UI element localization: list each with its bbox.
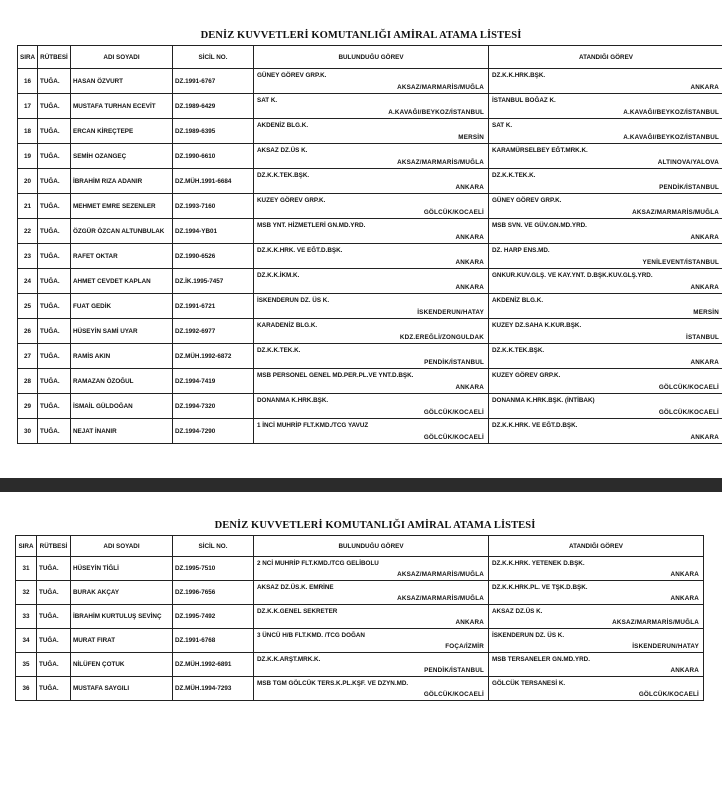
current-unit: AKSAZ DZ.ÜS K. bbox=[257, 147, 308, 154]
cell-atandigi-gorev bbox=[489, 94, 722, 119]
col-header-sicil-no: SİCİL NO. bbox=[173, 536, 254, 557]
table-header-row bbox=[18, 46, 722, 69]
col-header-rutbe: RÜTBESİ bbox=[37, 536, 71, 557]
new-unit: DONANMA K.HRK.BŞK. (İNTİBAK) bbox=[492, 397, 595, 404]
cell-bulundugu-gorev bbox=[254, 653, 489, 677]
cell-adi-soyadi: RAFET OKTAR bbox=[71, 244, 173, 269]
current-location: ANKARA bbox=[455, 234, 484, 241]
assignment-table bbox=[15, 535, 704, 701]
cell-sicil-no: DZ.1993-7160 bbox=[173, 194, 254, 219]
current-unit: DZ.K.K.TEK.BŞK. bbox=[257, 172, 310, 179]
table-row bbox=[18, 344, 722, 369]
cell-rutbe: TUĞA. bbox=[38, 369, 71, 394]
current-unit: GÜNEY GÖREV GRP.K. bbox=[257, 72, 327, 79]
table-row bbox=[18, 394, 722, 419]
new-unit: DZ.K.K.HRK. YETENEK D.BŞK. bbox=[492, 560, 585, 567]
cell-sicil-no: DZ.1990-6526 bbox=[173, 244, 254, 269]
cell-rutbe: TUĞA. bbox=[37, 629, 71, 653]
cell-bulundugu-gorev bbox=[254, 344, 489, 369]
cell-rutbe: TUĞA. bbox=[38, 319, 71, 344]
current-unit: AKDENİZ BLG.K. bbox=[257, 122, 309, 129]
cell-sicil-no: DZ.MÜH.1992-6891 bbox=[173, 653, 254, 677]
cell-adi-soyadi: SEMİH OZANGEÇ bbox=[71, 144, 173, 169]
current-location: AKSAZ/MARMARİS/MUĞLA bbox=[397, 84, 484, 91]
current-unit: DZ.K.K.HRK. VE EĞT.D.BŞK. bbox=[257, 247, 343, 254]
cell-adi-soyadi: MUSTAFA TURHAN ECEVİT bbox=[71, 94, 173, 119]
cell-atandigi-gorev bbox=[489, 269, 722, 294]
current-unit: DZ.K.K.ARŞT.MRK.K. bbox=[257, 656, 321, 663]
table-row bbox=[18, 94, 722, 119]
cell-atandigi-gorev bbox=[489, 605, 704, 629]
cell-rutbe: TUĞA. bbox=[37, 581, 71, 605]
cell-adi-soyadi: HÜSEYİN TİĞLİ bbox=[71, 557, 173, 581]
cell-adi-soyadi: HASAN ÖZVURT bbox=[71, 69, 173, 94]
col-header-rutbe: RÜTBESİ bbox=[38, 46, 71, 69]
cell-bulundugu-gorev bbox=[254, 144, 489, 169]
cell-sira: 35 bbox=[16, 653, 37, 677]
new-location: GÖLCÜK/KOCAELİ bbox=[658, 384, 719, 391]
cell-atandigi-gorev bbox=[489, 144, 722, 169]
current-location: AKSAZ/MARMARİS/MUĞLA bbox=[397, 159, 484, 166]
cell-rutbe: TUĞA. bbox=[38, 344, 71, 369]
new-unit: GÜNEY GÖREV GRP.K. bbox=[492, 197, 562, 204]
cell-sicil-no: DZ.1991-6768 bbox=[173, 629, 254, 653]
new-location: YENİLEVENT/İSTANBUL bbox=[642, 259, 719, 266]
cell-bulundugu-gorev bbox=[254, 69, 489, 94]
cell-sira: 28 bbox=[18, 369, 38, 394]
new-location: ANKARA bbox=[670, 667, 699, 674]
cell-adi-soyadi: NEJAT İNANIR bbox=[71, 419, 173, 444]
table-row bbox=[18, 69, 722, 94]
current-location: A.KAVAĞI/BEYKOZ/İSTANBUL bbox=[388, 109, 484, 116]
new-location: ANKARA bbox=[690, 434, 719, 441]
table-row bbox=[18, 319, 722, 344]
current-location: ANKARA bbox=[455, 384, 484, 391]
new-unit: DZ. HARP ENS.MD. bbox=[492, 247, 550, 254]
new-location: ALTINOVA/YALOVA bbox=[657, 159, 719, 166]
cell-sicil-no: DZ.1994-YB01 bbox=[173, 219, 254, 244]
cell-atandigi-gorev bbox=[489, 394, 722, 419]
cell-atandigi-gorev bbox=[489, 677, 704, 701]
cell-rutbe: TUĞA. bbox=[38, 169, 71, 194]
table-row bbox=[16, 581, 704, 605]
cell-rutbe: TUĞA. bbox=[38, 194, 71, 219]
table-row bbox=[18, 269, 722, 294]
cell-sira: 25 bbox=[18, 294, 38, 319]
table-row bbox=[18, 144, 722, 169]
cell-bulundugu-gorev bbox=[254, 629, 489, 653]
table-row bbox=[18, 369, 722, 394]
new-unit: DZ.K.K.HRK.BŞK. bbox=[492, 72, 546, 79]
new-unit: AKDENİZ BLG.K. bbox=[492, 297, 544, 304]
cell-rutbe: TUĞA. bbox=[38, 419, 71, 444]
new-location: ANKARA bbox=[670, 571, 699, 578]
cell-sicil-no: DZ.1996-7656 bbox=[173, 581, 254, 605]
new-location: A.KAVAĞI/BEYKOZ/İSTANBUL bbox=[623, 109, 719, 116]
new-location: GÖLCÜK/KOCAELİ bbox=[638, 691, 699, 698]
col-header-adi-soyadi: ADI SOYADI bbox=[71, 46, 173, 69]
cell-atandigi-gorev bbox=[489, 69, 722, 94]
current-unit: MSB TGM GÖLCÜK TERS.K.PL.KŞF. VE DZYN.MD. bbox=[257, 680, 409, 687]
new-unit: İSKENDERUN DZ. ÜS K. bbox=[492, 632, 565, 639]
cell-bulundugu-gorev bbox=[254, 581, 489, 605]
col-header-sira: SIRA bbox=[18, 46, 38, 69]
cell-sira: 30 bbox=[18, 419, 38, 444]
new-unit: DZ.K.K.HRK. VE EĞT.D.BŞK. bbox=[492, 422, 578, 429]
cell-rutbe: TUĞA. bbox=[38, 69, 71, 94]
cell-atandigi-gorev bbox=[489, 369, 722, 394]
new-location: İSKENDERUN/HATAY bbox=[632, 643, 699, 650]
table-row bbox=[18, 244, 722, 269]
table-row bbox=[16, 557, 704, 581]
new-location: PENDİK/İSTANBUL bbox=[659, 184, 719, 191]
cell-rutbe: TUĞA. bbox=[37, 557, 71, 581]
cell-sira: 16 bbox=[18, 69, 38, 94]
cell-sira: 36 bbox=[16, 677, 37, 701]
cell-rutbe: TUĞA. bbox=[38, 394, 71, 419]
cell-adi-soyadi: MUSTAFA SAYGILI bbox=[71, 677, 173, 701]
new-location: MERSİN bbox=[693, 309, 719, 316]
cell-bulundugu-gorev bbox=[254, 194, 489, 219]
cell-sicil-no: DZ.1995-7492 bbox=[173, 605, 254, 629]
cell-sira: 27 bbox=[18, 344, 38, 369]
cell-sira: 34 bbox=[16, 629, 37, 653]
current-location: KDZ.EREĞLİ/ZONGULDAK bbox=[399, 334, 484, 341]
table-row bbox=[16, 629, 704, 653]
current-location: GÖLCÜK/KOCAELİ bbox=[423, 434, 484, 441]
current-unit: DZ.K.K.İKM.K. bbox=[257, 272, 300, 279]
cell-sicil-no: DZ.1994-7419 bbox=[173, 369, 254, 394]
cell-bulundugu-gorev bbox=[254, 269, 489, 294]
new-unit: DZ.K.K.TEK.BŞK. bbox=[492, 347, 545, 354]
col-header-atandigi-gorev: ATANDIĞI GÖREV bbox=[489, 536, 704, 557]
cell-bulundugu-gorev bbox=[254, 394, 489, 419]
cell-adi-soyadi: İBRAHİM KURTULUŞ SEVİNÇ bbox=[71, 605, 173, 629]
current-location: AKSAZ/MARMARİS/MUĞLA bbox=[397, 571, 484, 578]
cell-atandigi-gorev bbox=[489, 194, 722, 219]
table-row bbox=[18, 119, 722, 144]
cell-bulundugu-gorev bbox=[254, 319, 489, 344]
cell-adi-soyadi: NİLÜFEN ÇOTUK bbox=[71, 653, 173, 677]
current-location: ANKARA bbox=[455, 184, 484, 191]
page-title: DENİZ KUVVETLERİ KOMUTANLIĞI AMİRAL ATAMA LİSTESİ bbox=[214, 520, 536, 531]
cell-rutbe: TUĞA. bbox=[37, 653, 71, 677]
new-unit: GNKUR.KUV.GLŞ. VE KAY.YNT. D.BŞK.KUV.GLŞ.YRD. bbox=[492, 272, 653, 279]
page-separator bbox=[0, 478, 722, 492]
new-location: AKSAZ/MARMARİS/MUĞLA bbox=[632, 209, 719, 216]
cell-rutbe: TUĞA. bbox=[38, 144, 71, 169]
current-unit: İSKENDERUN DZ. ÜS K. bbox=[257, 297, 330, 304]
cell-atandigi-gorev bbox=[489, 629, 704, 653]
new-location: ANKARA bbox=[690, 359, 719, 366]
col-header-sicil-no: SİCİL NO. bbox=[173, 46, 254, 69]
cell-atandigi-gorev bbox=[489, 581, 704, 605]
cell-adi-soyadi: İSMAİL GÜLDOĞAN bbox=[71, 394, 173, 419]
cell-rutbe: TUĞA. bbox=[38, 294, 71, 319]
assignment-table bbox=[17, 45, 722, 444]
cell-adi-soyadi: ÖZGÜR ÖZCAN ALTUNBULAK bbox=[71, 219, 173, 244]
cell-atandigi-gorev bbox=[489, 653, 704, 677]
current-location: GÖLCÜK/KOCAELİ bbox=[423, 409, 484, 416]
current-unit: 2 NCİ MUHRİP FLT.KMD./TCG GELİBOLU bbox=[257, 560, 379, 567]
cell-atandigi-gorev bbox=[489, 419, 722, 444]
new-unit: GÖLCÜK TERSANESİ K. bbox=[492, 680, 566, 687]
cell-adi-soyadi: İBRAHİM RIZA ADANIR bbox=[71, 169, 173, 194]
current-unit: DZ.K.K.TEK.K. bbox=[257, 347, 301, 354]
current-unit: DZ.K.K.GENEL SEKRETER bbox=[257, 608, 338, 615]
cell-sira: 32 bbox=[16, 581, 37, 605]
current-location: ANKARA bbox=[455, 619, 484, 626]
col-header-bulundugu-gorev: BULUNDUĞU GÖREV bbox=[254, 536, 489, 557]
cell-sicil-no: DZ.1990-6610 bbox=[173, 144, 254, 169]
current-location: PENDİK/İSTANBUL bbox=[424, 667, 484, 674]
new-unit: KUZEY GÖREV GRP.K. bbox=[492, 372, 561, 379]
current-unit: KARADENİZ BLG.K. bbox=[257, 322, 318, 329]
cell-adi-soyadi: MURAT FIRAT bbox=[71, 629, 173, 653]
current-unit: 1 İNCİ MUHRİP FLT.KMD./TCG YAVUZ bbox=[257, 422, 369, 429]
cell-bulundugu-gorev bbox=[254, 169, 489, 194]
cell-rutbe: TUĞA. bbox=[38, 94, 71, 119]
cell-adi-soyadi: RAMAZAN ÖZOĞUL bbox=[71, 369, 173, 394]
cell-bulundugu-gorev bbox=[254, 605, 489, 629]
table-row bbox=[18, 169, 722, 194]
current-unit: 3 ÜNCÜ H/B FLT.KMD. /TCG DOĞAN bbox=[257, 632, 365, 639]
cell-bulundugu-gorev bbox=[254, 219, 489, 244]
cell-rutbe: TUĞA. bbox=[38, 269, 71, 294]
cell-bulundugu-gorev bbox=[254, 557, 489, 581]
cell-sira: 17 bbox=[18, 94, 38, 119]
cell-atandigi-gorev bbox=[489, 219, 722, 244]
cell-sira: 24 bbox=[18, 269, 38, 294]
new-location: AKSAZ/MARMARİS/MUĞLA bbox=[612, 619, 699, 626]
cell-sicil-no: DZ.MÜH.1991-6684 bbox=[173, 169, 254, 194]
col-header-bulundugu-gorev: BULUNDUĞU GÖREV bbox=[254, 46, 489, 69]
new-unit: MSB TERSANELER GN.MD.YRD. bbox=[492, 656, 590, 663]
cell-rutbe: TUĞA. bbox=[38, 244, 71, 269]
cell-sicil-no: DZ.1991-6767 bbox=[173, 69, 254, 94]
current-unit: DONANMA K.HRK.BŞK. bbox=[257, 397, 329, 404]
cell-sicil-no: DZ.1994-7290 bbox=[173, 419, 254, 444]
current-unit: MSB YNT. HİZMETLERİ GN.MD.YRD. bbox=[257, 222, 366, 229]
cell-sicil-no: DZ.1989-6429 bbox=[173, 94, 254, 119]
cell-atandigi-gorev bbox=[489, 344, 722, 369]
table-row bbox=[16, 653, 704, 677]
cell-sira: 26 bbox=[18, 319, 38, 344]
cell-sicil-no: DZ.İK.1995-7457 bbox=[173, 269, 254, 294]
col-header-adi-soyadi: ADI SOYADI bbox=[71, 536, 173, 557]
cell-adi-soyadi: HÜSEYİN SAMİ UYAR bbox=[71, 319, 173, 344]
cell-sira: 21 bbox=[18, 194, 38, 219]
cell-adi-soyadi: FUAT GEDİK bbox=[71, 294, 173, 319]
current-location: İSKENDERUN/HATAY bbox=[417, 309, 484, 316]
new-unit: KARAMÜRSELBEY EĞT.MRK.K. bbox=[492, 147, 588, 154]
cell-sira: 18 bbox=[18, 119, 38, 144]
document-page-2 bbox=[0, 492, 722, 811]
current-unit: AKSAZ DZ.ÜS.K. EMRİNE bbox=[257, 584, 334, 591]
cell-bulundugu-gorev bbox=[254, 94, 489, 119]
cell-sicil-no: DZ.1989-6395 bbox=[173, 119, 254, 144]
current-location: ANKARA bbox=[455, 284, 484, 291]
new-location: A.KAVAĞI/BEYKOZ/İSTANBUL bbox=[623, 134, 719, 141]
cell-bulundugu-gorev bbox=[254, 369, 489, 394]
cell-sira: 23 bbox=[18, 244, 38, 269]
current-location: AKSAZ/MARMARİS/MUĞLA bbox=[397, 595, 484, 602]
cell-sira: 20 bbox=[18, 169, 38, 194]
current-location: MERSİN bbox=[458, 134, 484, 141]
new-unit: AKSAZ DZ.ÜS K. bbox=[492, 608, 543, 615]
cell-rutbe: TUĞA. bbox=[38, 119, 71, 144]
cell-adi-soyadi: BURAK AKÇAY bbox=[71, 581, 173, 605]
new-unit: İSTANBUL BOĞAZ K. bbox=[492, 97, 556, 104]
current-unit: KUZEY GÖREV GRP.K. bbox=[257, 197, 326, 204]
cell-sicil-no: DZ.1995-7510 bbox=[173, 557, 254, 581]
current-unit: SAT K. bbox=[257, 97, 278, 104]
current-location: FOÇA/İZMİR bbox=[445, 643, 484, 650]
new-unit: SAT K. bbox=[492, 122, 513, 129]
col-header-sira: SIRA bbox=[16, 536, 37, 557]
cell-bulundugu-gorev bbox=[254, 419, 489, 444]
cell-atandigi-gorev bbox=[489, 294, 722, 319]
new-location: ANKARA bbox=[690, 284, 719, 291]
cell-bulundugu-gorev bbox=[254, 294, 489, 319]
new-unit: DZ.K.K.TEK.K. bbox=[492, 172, 536, 179]
new-unit: KUZEY DZ.SAHA K.KUR.BŞK. bbox=[492, 322, 582, 329]
current-unit: MSB PERSONEL GENEL MD.PER.PL.VE YNT.D.BŞK. bbox=[257, 372, 414, 379]
new-unit: DZ.K.K.HRK.PL. VE TŞK.D.BŞK. bbox=[492, 584, 588, 591]
cell-sira: 33 bbox=[16, 605, 37, 629]
cell-rutbe: TUĞA. bbox=[37, 605, 71, 629]
cell-sicil-no: DZ.MÜH.1992-6872 bbox=[173, 344, 254, 369]
cell-sira: 22 bbox=[18, 219, 38, 244]
table-row bbox=[16, 605, 704, 629]
table-row bbox=[16, 677, 704, 701]
new-location: ANKARA bbox=[690, 234, 719, 241]
cell-atandigi-gorev bbox=[489, 244, 722, 269]
cell-atandigi-gorev bbox=[489, 169, 722, 194]
new-location: İSTANBUL bbox=[686, 334, 719, 341]
cell-adi-soyadi: AHMET CEVDET KAPLAN bbox=[71, 269, 173, 294]
new-location: GÖLCÜK/KOCAELİ bbox=[658, 409, 719, 416]
new-location: ANKARA bbox=[690, 84, 719, 91]
cell-bulundugu-gorev bbox=[254, 244, 489, 269]
cell-atandigi-gorev bbox=[489, 319, 722, 344]
cell-bulundugu-gorev bbox=[254, 119, 489, 144]
cell-sicil-no: DZ.1991-6721 bbox=[173, 294, 254, 319]
table-row bbox=[18, 194, 722, 219]
cell-atandigi-gorev bbox=[489, 119, 722, 144]
cell-adi-soyadi: ERCAN KİREÇTEPE bbox=[71, 119, 173, 144]
table-row bbox=[18, 219, 722, 244]
cell-rutbe: TUĞA. bbox=[37, 677, 71, 701]
cell-sicil-no: DZ.MÜH.1994-7293 bbox=[173, 677, 254, 701]
new-unit: MSB SVN. VE GÜV.GN.MD.YRD. bbox=[492, 222, 587, 229]
new-location: ANKARA bbox=[670, 595, 699, 602]
cell-atandigi-gorev bbox=[489, 557, 704, 581]
table-row bbox=[18, 419, 722, 444]
cell-rutbe: TUĞA. bbox=[38, 219, 71, 244]
cell-sira: 29 bbox=[18, 394, 38, 419]
current-location: PENDİK/İSTANBUL bbox=[424, 359, 484, 366]
page-title: DENİZ KUVVETLERİ KOMUTANLIĞI AMİRAL ATAMA LİSTESİ bbox=[200, 30, 522, 41]
cell-sicil-no: DZ.1992-6977 bbox=[173, 319, 254, 344]
current-location: ANKARA bbox=[455, 259, 484, 266]
cell-sicil-no: DZ.1994-7320 bbox=[173, 394, 254, 419]
col-header-atandigi-gorev: ATANDIĞI GÖREV bbox=[489, 46, 722, 69]
cell-adi-soyadi: RAMİS AKIN bbox=[71, 344, 173, 369]
table-row bbox=[18, 294, 722, 319]
current-location: GÖLCÜK/KOCAELİ bbox=[423, 209, 484, 216]
cell-adi-soyadi: MEHMET EMRE SEZENLER bbox=[71, 194, 173, 219]
current-location: GÖLCÜK/KOCAELİ bbox=[423, 691, 484, 698]
cell-sira: 19 bbox=[18, 144, 38, 169]
cell-sira: 31 bbox=[16, 557, 37, 581]
table-header-row bbox=[16, 536, 704, 557]
cell-bulundugu-gorev bbox=[254, 677, 489, 701]
